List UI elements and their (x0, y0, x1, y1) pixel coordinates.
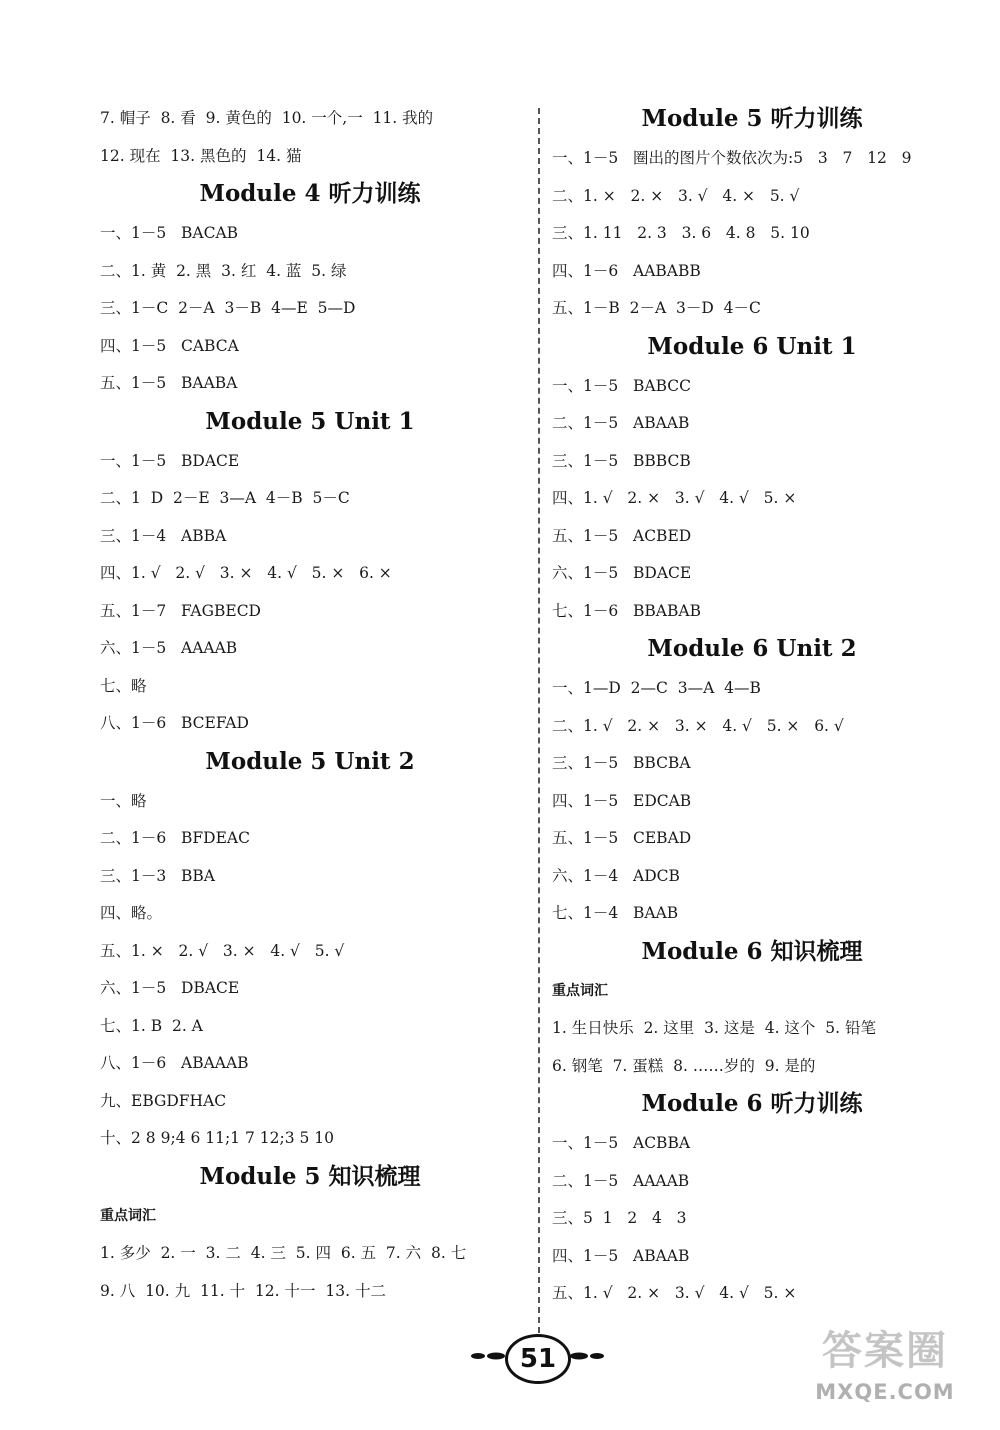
answer-line: 七、略 (100, 676, 147, 695)
left-ornament-icon (470, 1352, 510, 1360)
section-subheading: 重点词汇 (552, 982, 608, 999)
answer-line: 二、1－5 AAAAB (552, 1171, 690, 1190)
answer-line: 六、1－5 AAAAB (100, 639, 238, 657)
answer-line: 一、略 (100, 791, 147, 810)
answer-line: 五、1. × 2. √ 3. × 4. √ 5. √ (100, 941, 345, 960)
answer-line: 五、1－7 FAGBECD (100, 601, 261, 620)
page-number: 51 (505, 1334, 571, 1384)
answer-line: 六、1－5 BDACE (552, 564, 692, 582)
answer-line: 四、1. √ 2. × 3. √ 4. √ 5. × (552, 489, 797, 507)
answer-line: 一、1－5 圈出的图片个数依次为:5 3 7 12 9 (552, 149, 912, 167)
watermark-url: MXQE.COM (815, 1380, 955, 1404)
answer-line: 二、1－6 BFDEAC (100, 829, 250, 847)
section-heading: Module 6 Unit 2 (647, 635, 857, 662)
answer-line: 三、5 1 2 4 3 (552, 1209, 687, 1227)
answer-line: 七、1－6 BBABAB (552, 601, 701, 620)
column-divider (538, 108, 540, 1333)
watermark (790, 1322, 980, 1422)
answer-line: 七、1. B 2. A (100, 1016, 203, 1035)
answer-line: 9. 八 10. 九 11. 十 12. 十一 13. 十二 (100, 1281, 386, 1300)
answer-line: 1. 多少 2. 一 3. 二 4. 三 5. 四 6. 五 7. 六 8. 七 (100, 1244, 467, 1262)
answer-line: 1. 生日快乐 2. 这里 3. 这是 4. 这个 5. 铅笔 (552, 1019, 876, 1037)
watermark-logo: 答案圈 (822, 1328, 948, 1374)
answer-line: 三、1－C 2－A 3－B 4—E 5—D (100, 299, 356, 317)
answer-line: 四、1－6 AABABB (552, 261, 701, 280)
answer-line: 三、1. 11 2. 3 3. 6 4. 8 5. 10 (552, 224, 810, 242)
section-heading: Module 5 Unit 1 (205, 407, 415, 435)
answer-line: 二、1 D 2－E 3—A 4－B 5－C (100, 489, 350, 507)
answer-line: 二、1. × 2. × 3. √ 4. × 5. √ (552, 186, 800, 205)
right-ornament-icon (565, 1352, 605, 1360)
answer-line: 一、1－5 BDACE (100, 451, 240, 470)
answer-line: 二、1－5 ABAAB (552, 414, 690, 432)
answer-line: 六、1－5 DBACE (100, 979, 240, 997)
answer-line: 八、1－6 ABAAAB (100, 1054, 249, 1072)
section-heading: Module 4 听力训练 (199, 180, 421, 207)
section-heading: Module 5 Unit 2 (205, 747, 415, 775)
answer-line: 四、1. √ 2. √ 3. × 4. √ 5. × 6. × (100, 564, 392, 582)
answer-line: 三、1－5 BBBCB (552, 451, 691, 470)
answer-line: 一、1－5 BACAB (100, 224, 239, 242)
page-footer (0, 1322, 1000, 1402)
answer-line: 五、1－5 BAABA (100, 374, 238, 392)
answer-line: 五、1－5 ACBED (552, 526, 692, 545)
answer-line: 四、1－5 EDCAB (552, 791, 692, 810)
answer-line: 七、1－4 BAAB (552, 904, 679, 922)
answer-line: 一、1－5 ACBBA (552, 1134, 691, 1152)
answer-line: 四、略。 (100, 904, 163, 922)
answer-line: 一、1－5 BABCC (552, 376, 691, 395)
answer-line: 六、1－4 ADCB (552, 866, 680, 885)
answer-line: 五、1－5 CEBAD (552, 829, 692, 847)
section-heading: Module 6 Unit 1 (647, 332, 857, 360)
answer-line: 6. 钢笔 7. 蛋糕 8. ……岁的 9. 是的 (552, 1056, 816, 1075)
section-heading: Module 5 知识梳理 (199, 1162, 421, 1190)
answer-line: 12. 现在 13. 黑色的 14. 猫 (100, 146, 302, 165)
answer-line: 四、1－5 ABAAB (552, 1246, 690, 1265)
answer-line: 十、2 8 9;4 6 11;1 7 12;3 5 10 (100, 1129, 335, 1147)
section-heading: Module 6 听力训练 (641, 1090, 863, 1117)
answer-line: 一、1—D 2—C 3—A 4—B (552, 679, 761, 697)
answer-line: 三、1－3 BBA (100, 866, 215, 885)
section-subheading: 重点词汇 (100, 1207, 156, 1224)
section-heading: Module 6 知识梳理 (641, 937, 863, 965)
answer-line: 三、1－5 BBCBA (552, 754, 691, 772)
answer-line: 二、1. √ 2. × 3. × 4. √ 5. × 6. √ (552, 716, 844, 735)
answer-line: 二、1. 黄 2. 黑 3. 红 4. 蓝 5. 绿 (100, 261, 347, 280)
section-heading: Module 5 听力训练 (641, 105, 863, 132)
left-column (100, 100, 520, 1310)
right-column (552, 100, 952, 1313)
answer-line: 7. 帽子 8. 看 9. 黄色的 10. 一个,一 11. 我的 (100, 109, 434, 127)
answer-line: 三、1－4 ABBA (100, 526, 227, 545)
answer-line: 五、1. √ 2. × 3. √ 4. √ 5. × (552, 1284, 797, 1302)
answer-line: 五、1－B 2－A 3－D 4－C (552, 299, 761, 317)
answer-line: 九、EBGDFHAC (100, 1091, 227, 1110)
answer-line: 四、1－5 CABCA (100, 336, 239, 355)
answer-line: 八、1－6 BCEFAD (100, 714, 249, 732)
